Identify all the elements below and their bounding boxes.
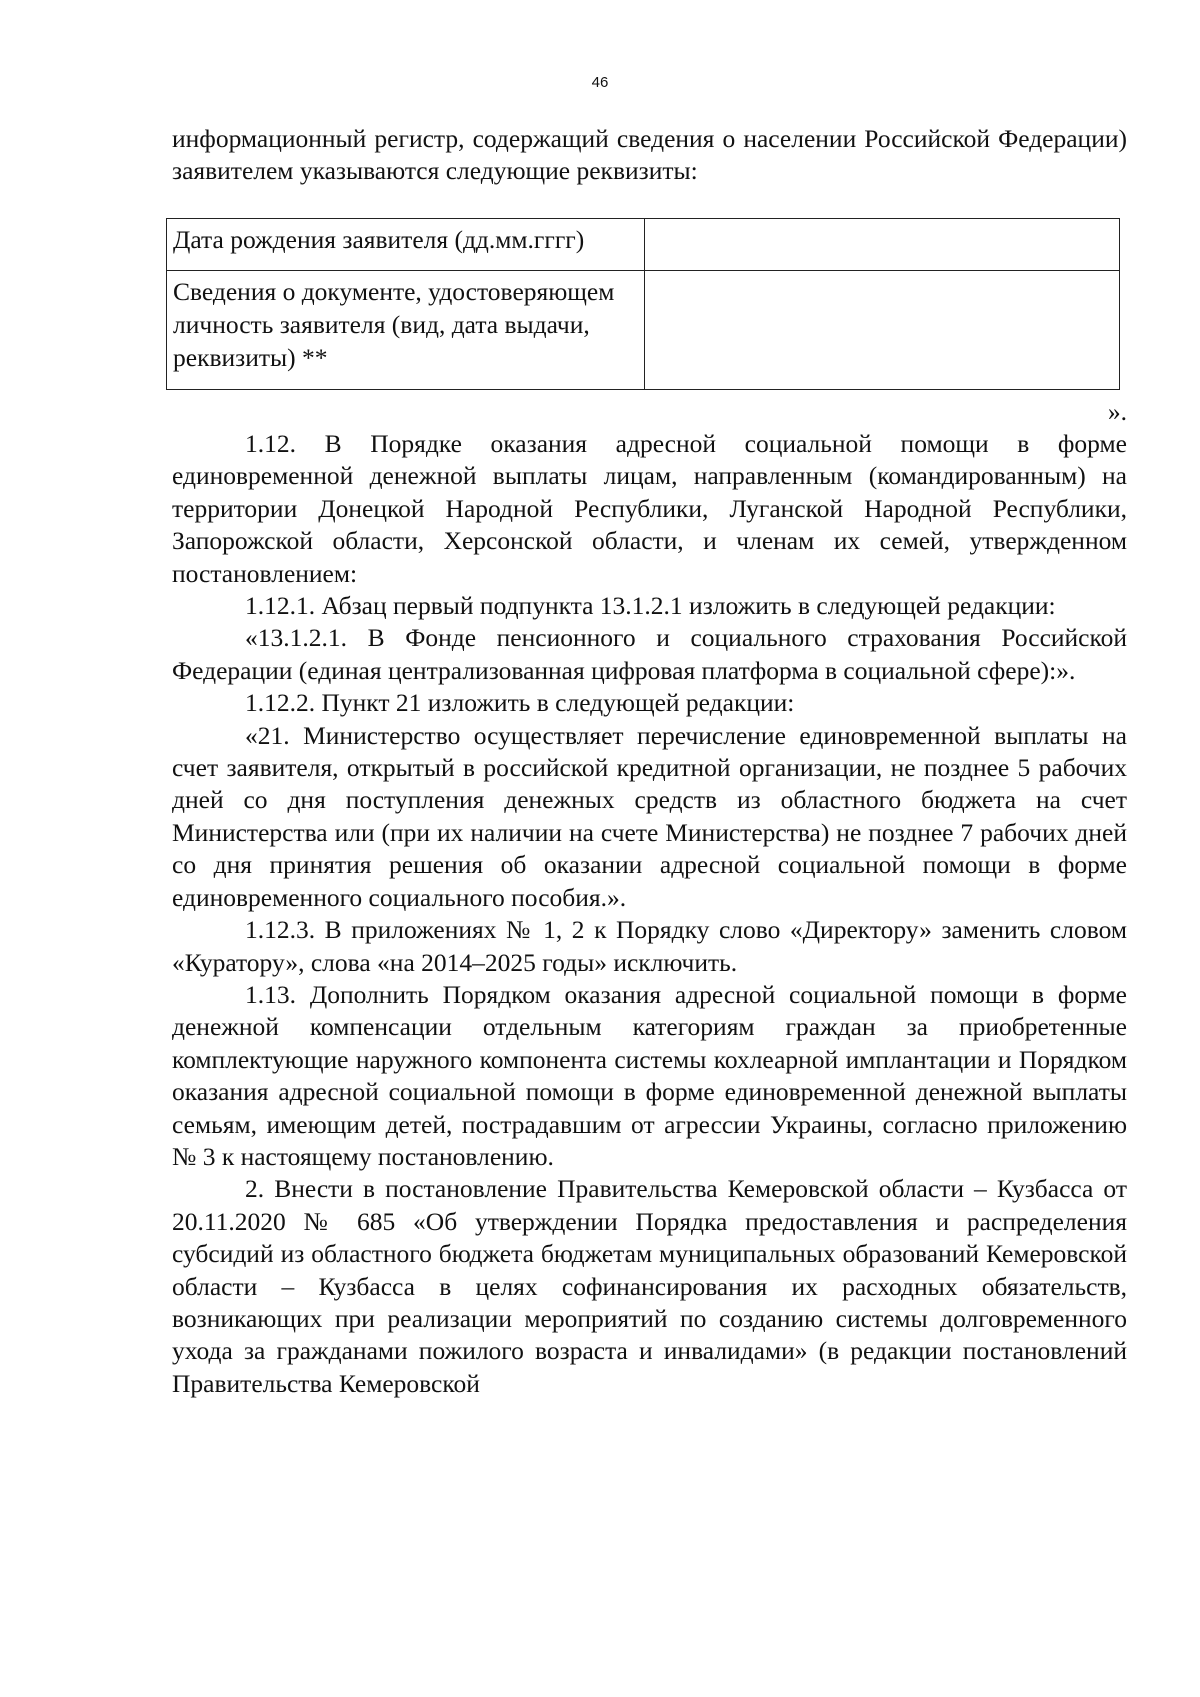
paragraph-1-12: 1.12. В Порядке оказания адресной социальной помощи в форме единовременной денежной выплаты лицам, направленным (командированным) на территории Донецкой Народной Республики, Луганской Народной Республики, Запорожской области, Херсонской области, и членам их семей, утвержденном постановлением:	[172, 429, 1127, 588]
table-row	[167, 271, 1120, 390]
requisites-table	[166, 218, 1120, 390]
paragraph-1-12-2: 1.12.2. Пункт 21 изложить в следующей редакции:	[245, 688, 795, 718]
paragraph-1-13: 1.13. Дополнить Порядком оказания адресной социальной помощи в форме денежной компенсации отдельным категориям граждан за приобретенные комплектующие наружного компонента системы кохлеарной имплантации и Порядком оказания адресной социальной помощи в форме единовременной денежной выплаты семьям, имеющим детей, пострадавшим от агрессии Украины, согласно приложению № 3 к настоящему постановлению.	[172, 979, 1127, 1171]
table-cell-value	[645, 219, 1120, 271]
table-cell-value	[645, 271, 1120, 390]
body-text	[172, 428, 1127, 1400]
page-number: 46	[591, 74, 609, 91]
paragraph-quote-13-1-2-1: «13.1.2.1. В Фонде пенсионного и социального страхования Российской Федерации (единая централизованная цифровая платформа в социальной сфере):».	[172, 623, 1127, 685]
table-row	[167, 219, 1120, 271]
intro-paragraph: информационный регистр, содержащий сведения о населении Российской Федерации) заявителем указываются следующие реквизиты:	[172, 124, 1127, 186]
closing-quote: ».	[1107, 397, 1127, 426]
paragraph-1-12-1: 1.12.1. Абзац первый подпункта 13.1.2.1 изложить в следующей редакции:	[245, 591, 1056, 621]
paragraph-quote-21: «21. Министерство осуществляет перечисление единовременной выплаты на счет заявителя, открытый в российской кредитной организации, не позднее 5 рабочих дней со дня поступления денежных средств из областного бюджета на счет Министерства или (при их наличии на счете Министерства) не позднее 7 рабочих дней со дня принятия решения об оказании адресной социальной помощи в форме единовременного социального пособия.».	[172, 720, 1127, 912]
table-cell-label: Дата рождения заявителя (дд.мм.гггг)	[167, 219, 645, 271]
paragraph-2: 2. Внести в постановление Правительства Кемеровской области – Кузбасса от 20.11.2020 № 685 «Об утверждении Порядка предоставления и распределения субсидий из областного бюджета бюджетам муниципальных образований Кемеровской области – Кузбасса в целях софинансирования их расходных обязательств, возникающих при реализации мероприятий по созданию системы долговременного ухода за гражданами пожилого возраста и инвалидами» (в редакции постановлений Правительства Кемеровской	[172, 1174, 1127, 1398]
paragraph-1-12-3: 1.12.3. В приложениях № 1, 2 к Порядку слово «Директору» заменить словом «Куратору», слова «на 2014–2025 годы» исключить.	[172, 915, 1127, 977]
intro-paragraph-container	[172, 123, 1127, 188]
table-cell-label: Сведения о документе, удостоверяющем личность заявителя (вид, дата выдачи, реквизиты) **	[167, 271, 645, 390]
